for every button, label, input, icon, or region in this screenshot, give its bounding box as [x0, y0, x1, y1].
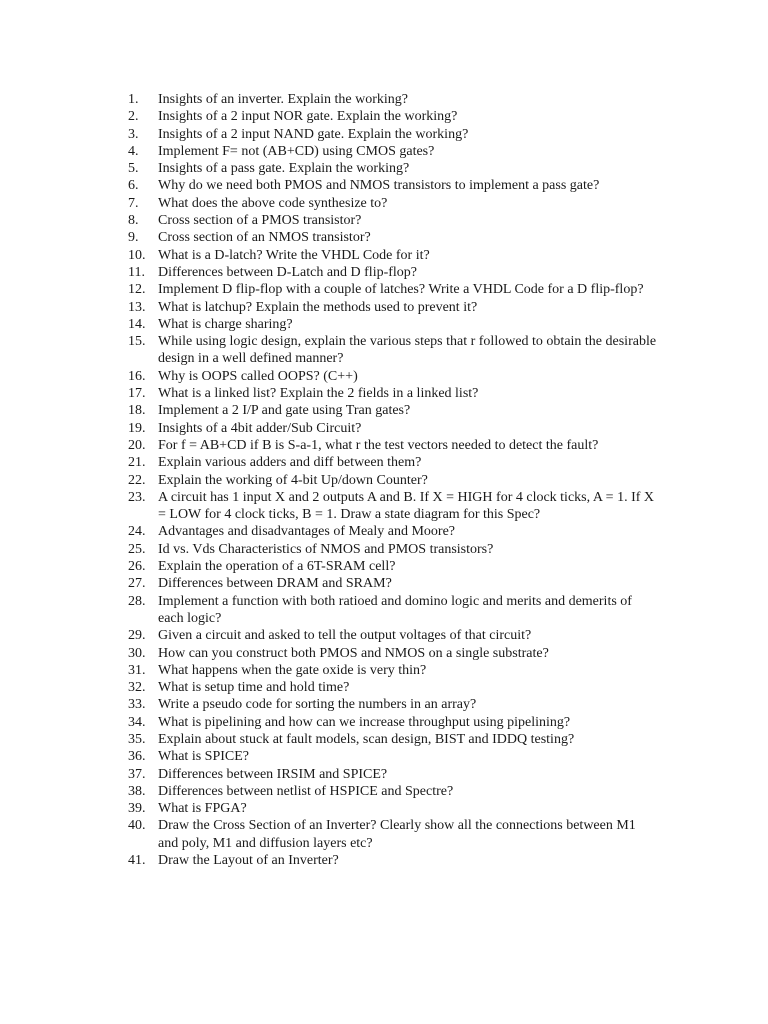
item-number: 14.	[128, 316, 146, 332]
item-number: 13.	[128, 299, 146, 315]
item-text: Why is OOPS called OOPS? (C++)	[158, 368, 358, 384]
list-item	[128, 177, 658, 194]
item-text: Write a pseudo code for sorting the numbers in an array?	[158, 697, 477, 713]
item-text: Implement D flip-flop with a couple of latches? Write a VHDL Code for a D flip-flop?	[158, 282, 644, 298]
item-text: How can you construct both PMOS and NMOS on a single substrate?	[158, 645, 549, 661]
item-text: Explain the operation of a 6T-SRAM cell?	[158, 559, 396, 575]
list-item	[128, 679, 658, 696]
list-item	[128, 316, 658, 333]
list-item	[128, 195, 658, 212]
item-text: Insights of a 4bit adder/Sub Circuit?	[158, 420, 362, 436]
list-item	[128, 783, 658, 800]
list-item	[128, 212, 658, 229]
item-text: Cross section of an NMOS transistor?	[158, 230, 371, 246]
item-text: Insights of a 2 input NAND gate. Explain the working?	[158, 126, 469, 142]
item-number: 21.	[128, 455, 146, 471]
item-number: 25.	[128, 541, 146, 557]
list-item	[128, 817, 658, 852]
list-item	[128, 852, 658, 869]
list-item	[128, 731, 658, 748]
item-number: 34.	[128, 714, 146, 730]
item-number: 36.	[128, 749, 146, 765]
item-text: Implement a function with both ratioed and domino logic and merits and demerits of each logic?	[158, 593, 632, 626]
list-item	[128, 420, 658, 437]
list-item	[128, 800, 658, 817]
item-text: What is SPICE?	[158, 749, 249, 765]
item-text: Differences between D-Latch and D flip-flop?	[158, 264, 418, 280]
item-text: Id vs. Vds Characteristics of NMOS and PMOS transistors?	[158, 541, 494, 557]
list-item	[128, 160, 658, 177]
list-item	[128, 627, 658, 644]
item-text: What happens when the gate oxide is very thin?	[158, 662, 427, 678]
item-number: 31.	[128, 662, 146, 678]
item-number: 33.	[128, 697, 146, 713]
item-text: Insights of a pass gate. Explain the working?	[158, 161, 410, 177]
item-number: 5.	[128, 161, 139, 177]
list-item	[128, 437, 658, 454]
item-number: 38.	[128, 783, 146, 799]
item-text: Insights of an inverter. Explain the working?	[158, 92, 408, 107]
item-number: 39.	[128, 801, 146, 817]
list-item	[128, 91, 658, 108]
item-number: 17.	[128, 386, 146, 402]
list-item	[128, 333, 658, 368]
item-text: Differences between netlist of HSPICE and Spectre?	[158, 783, 454, 799]
question-list	[128, 91, 658, 869]
item-text: Explain various adders and diff between them?	[158, 455, 422, 471]
item-number: 35.	[128, 731, 146, 747]
item-number: 16.	[128, 368, 146, 384]
item-text: Explain the working of 4-bit Up/down Counter?	[158, 472, 428, 488]
item-number: 27.	[128, 576, 146, 592]
item-text: Insights of a 2 input NOR gate. Explain the working?	[158, 109, 458, 125]
item-number: 9.	[128, 230, 139, 246]
item-number: 19.	[128, 420, 146, 436]
item-text: Explain about stuck at fault models, scan design, BIST and IDDQ testing?	[158, 731, 575, 747]
list-item	[128, 662, 658, 679]
list-item	[128, 558, 658, 575]
item-number: 10.	[128, 247, 146, 263]
item-number: 1.	[128, 92, 139, 107]
item-text: What is setup time and hold time?	[158, 680, 350, 696]
list-item	[128, 523, 658, 540]
item-number: 30.	[128, 645, 146, 661]
item-text: Differences between DRAM and SRAM?	[158, 576, 392, 592]
list-item	[128, 575, 658, 592]
list-item	[128, 247, 658, 264]
list-item	[128, 281, 658, 298]
list-item	[128, 299, 658, 316]
item-text: A circuit has 1 input X and 2 outputs A and B. If X = HIGH for 4 clock ticks, A = 1. If X = LOW for 4 clock ticks, B = 1. Draw a state diagram for this Spec?	[158, 489, 655, 523]
item-text: Advantages and disadvantages of Mealy and Moore?	[158, 524, 456, 540]
list-item	[128, 229, 658, 246]
item-number: 26.	[128, 559, 146, 575]
list-item	[128, 489, 658, 524]
list-item	[128, 385, 658, 402]
list-item	[128, 454, 658, 471]
item-number: 15.	[128, 334, 146, 350]
list-item	[128, 766, 658, 783]
item-text: What is FPGA?	[158, 801, 247, 817]
item-number: 24.	[128, 524, 146, 540]
item-text: Draw the Layout of an Inverter?	[158, 853, 339, 869]
item-text: For f = AB+CD if B is S-a-1, what r the test vectors needed to detect the fault?	[158, 437, 599, 453]
item-text: Implement F= not (AB+CD) using CMOS gates?	[158, 143, 435, 159]
item-text: Cross section of a PMOS transistor?	[158, 213, 362, 229]
item-text: Why do we need both PMOS and NMOS transistors to implement a pass gate?	[158, 178, 600, 194]
item-text: Draw the Cross Section of an Inverter? Clearly show all the connections between M1 and poly, M1 and diffusion layers etc?	[158, 818, 636, 851]
item-number: 11.	[128, 264, 145, 280]
item-number: 4.	[128, 143, 139, 159]
item-number: 20.	[128, 437, 146, 453]
item-number: 18.	[128, 403, 146, 419]
item-text: What is latchup? Explain the methods used to prevent it?	[158, 299, 478, 315]
item-text: What does the above code synthesize to?	[158, 195, 388, 211]
item-number: 37.	[128, 766, 146, 782]
list-item	[128, 696, 658, 713]
list-item	[128, 645, 658, 662]
list-item	[128, 368, 658, 385]
item-number: 3.	[128, 126, 139, 142]
list-item	[128, 264, 658, 281]
item-number: 22.	[128, 472, 146, 488]
list-item	[128, 402, 658, 419]
list-item	[128, 108, 658, 125]
item-number: 41.	[128, 853, 146, 869]
list-item	[128, 748, 658, 765]
item-number: 23.	[128, 489, 146, 505]
item-number: 32.	[128, 680, 146, 696]
list-item	[128, 126, 658, 143]
item-number: 12.	[128, 282, 146, 298]
list-item	[128, 714, 658, 731]
item-number: 8.	[128, 213, 139, 229]
item-text: What is charge sharing?	[158, 316, 293, 332]
item-number: 40.	[128, 818, 146, 834]
list-item	[128, 541, 658, 558]
item-text: Differences between IRSIM and SPICE?	[158, 766, 388, 782]
item-text: What is a linked list? Explain the 2 fields in a linked list?	[158, 386, 479, 402]
item-text: While using logic design, explain the various steps that r followed to obtain the desirable design in a well defined manner?	[158, 334, 657, 367]
item-number: 6.	[128, 178, 139, 194]
list-item	[128, 593, 658, 628]
item-text: Given a circuit and asked to tell the output voltages of that circuit?	[158, 628, 532, 644]
item-text: What is pipelining and how can we increase throughput using pipelining?	[158, 714, 571, 730]
list-item	[128, 143, 658, 160]
item-number: 29.	[128, 628, 146, 644]
list-item	[128, 472, 658, 489]
item-number: 7.	[128, 195, 139, 211]
item-number: 28.	[128, 593, 146, 609]
item-text: Implement a 2 I/P and gate using Tran gates?	[158, 403, 411, 419]
item-number: 2.	[128, 109, 139, 125]
item-text: What is a D-latch? Write the VHDL Code for it?	[158, 247, 430, 263]
